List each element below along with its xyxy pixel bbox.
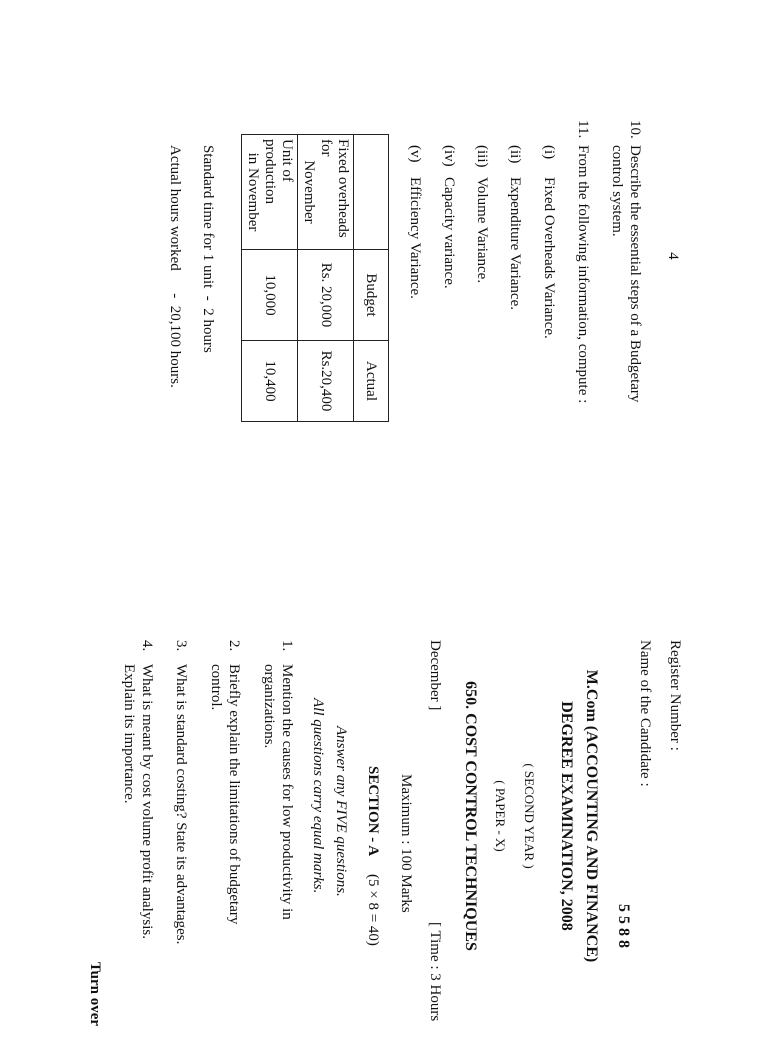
candidate-name-label: Name of the Candidate :	[637, 640, 653, 787]
q11-item-label: (ii)	[507, 145, 523, 164]
question-text-line1: Briefly explain the limitations of budgetary	[226, 664, 242, 925]
section-instruction-2: All questions carry equal marks.	[310, 698, 326, 894]
q10-number: 10.	[627, 120, 643, 139]
q11-text: From the following information, compute :	[575, 145, 591, 404]
question-text-line2: control.	[208, 664, 224, 711]
course-title: 650. COST CONTROL TECHNIQUES	[462, 681, 479, 951]
exam-month: December ]	[427, 640, 443, 711]
table-row-label	[298, 135, 354, 250]
question-text-line2: organizations.	[261, 664, 277, 749]
section-title: SECTION - A	[365, 766, 381, 857]
table-row	[242, 135, 298, 422]
actual-hours: Actual hours worked - 20,100 hours.	[167, 145, 183, 388]
page-four-panel	[0, 0, 684, 512]
question-number: 1.	[279, 640, 295, 652]
q11-item-text: Expenditure Variance.	[507, 177, 523, 311]
question-number: 3.	[173, 640, 189, 652]
question-number: 4.	[139, 640, 155, 652]
paper-label: ( PAPER - X)	[493, 780, 508, 852]
maximum-marks: Maximum : 100 Marks	[398, 774, 414, 913]
question-text-line1: What is standard costing? State its advantages.	[173, 664, 189, 945]
question-text-line2: Explain its importance.	[121, 664, 137, 804]
degree-title-line2: DEGREE EXAMINATION, 2008	[558, 701, 575, 931]
q11-item-text: Volume Variance.	[474, 177, 490, 284]
paper-code: 5 5 8 8	[615, 904, 632, 948]
table-cell-actual: Rs.20,400	[298, 341, 354, 422]
register-number-label: Register Number :	[667, 640, 683, 751]
q11-item-text: Efficiency Variance.	[407, 177, 423, 299]
standard-time: Standard time for 1 unit - 2 hours	[200, 145, 216, 353]
table-cell-budget: 10,000	[242, 250, 298, 341]
row-label-line2: November	[301, 160, 317, 224]
row-label-line2: in November	[245, 152, 261, 232]
table-cell-actual: 10,400	[242, 341, 298, 422]
q10-text-line1: Describe the essential steps of a Budgetary	[627, 145, 643, 403]
year-label: ( SECOND YEAR )	[522, 763, 537, 869]
row-label-line1: Fixed overheads for	[318, 139, 351, 238]
q11-item-label: (iv)	[441, 145, 457, 167]
table-header-row	[354, 135, 389, 422]
table-header-cell: Budget	[354, 250, 389, 341]
page-one-panel	[0, 512, 684, 1027]
section-instruction-1: Answer any FIVE questions.	[333, 726, 349, 897]
section-marks: (5 × 8 = 40)	[365, 874, 381, 946]
overheads-table	[241, 134, 389, 422]
q11-number: 11.	[575, 120, 591, 139]
q11-item-label: (iii)	[474, 145, 490, 168]
degree-title-line1: M.Com (ACCOUNTING AND FINANCE)	[583, 669, 600, 963]
table-cell-budget: Rs. 20,000	[298, 250, 354, 341]
table-header-cell	[354, 135, 389, 250]
table-header-cell: Actual	[354, 341, 389, 422]
q11-item-text: Capacity variance.	[441, 177, 457, 289]
q11-item-label: (v)	[407, 145, 423, 163]
table-row	[298, 135, 354, 422]
turn-over-label: Turn over	[87, 962, 103, 1027]
q10-text-line2: control system.	[609, 145, 625, 237]
exam-time: [ Time : 3 Hours	[427, 922, 443, 1022]
table-row-label	[242, 135, 298, 250]
question-number: 2.	[226, 640, 242, 652]
question-text-line1: What is meant by cost volume profit analysis.	[139, 664, 155, 939]
q11-item-label: (i)	[541, 145, 557, 160]
q11-item-text: Fixed Overheads Variance.	[541, 177, 557, 339]
row-label-line1: Unit of production	[262, 139, 295, 204]
question-text-line1: Mention the causes for low productivity in	[279, 664, 295, 920]
page-number: 4	[665, 252, 681, 260]
